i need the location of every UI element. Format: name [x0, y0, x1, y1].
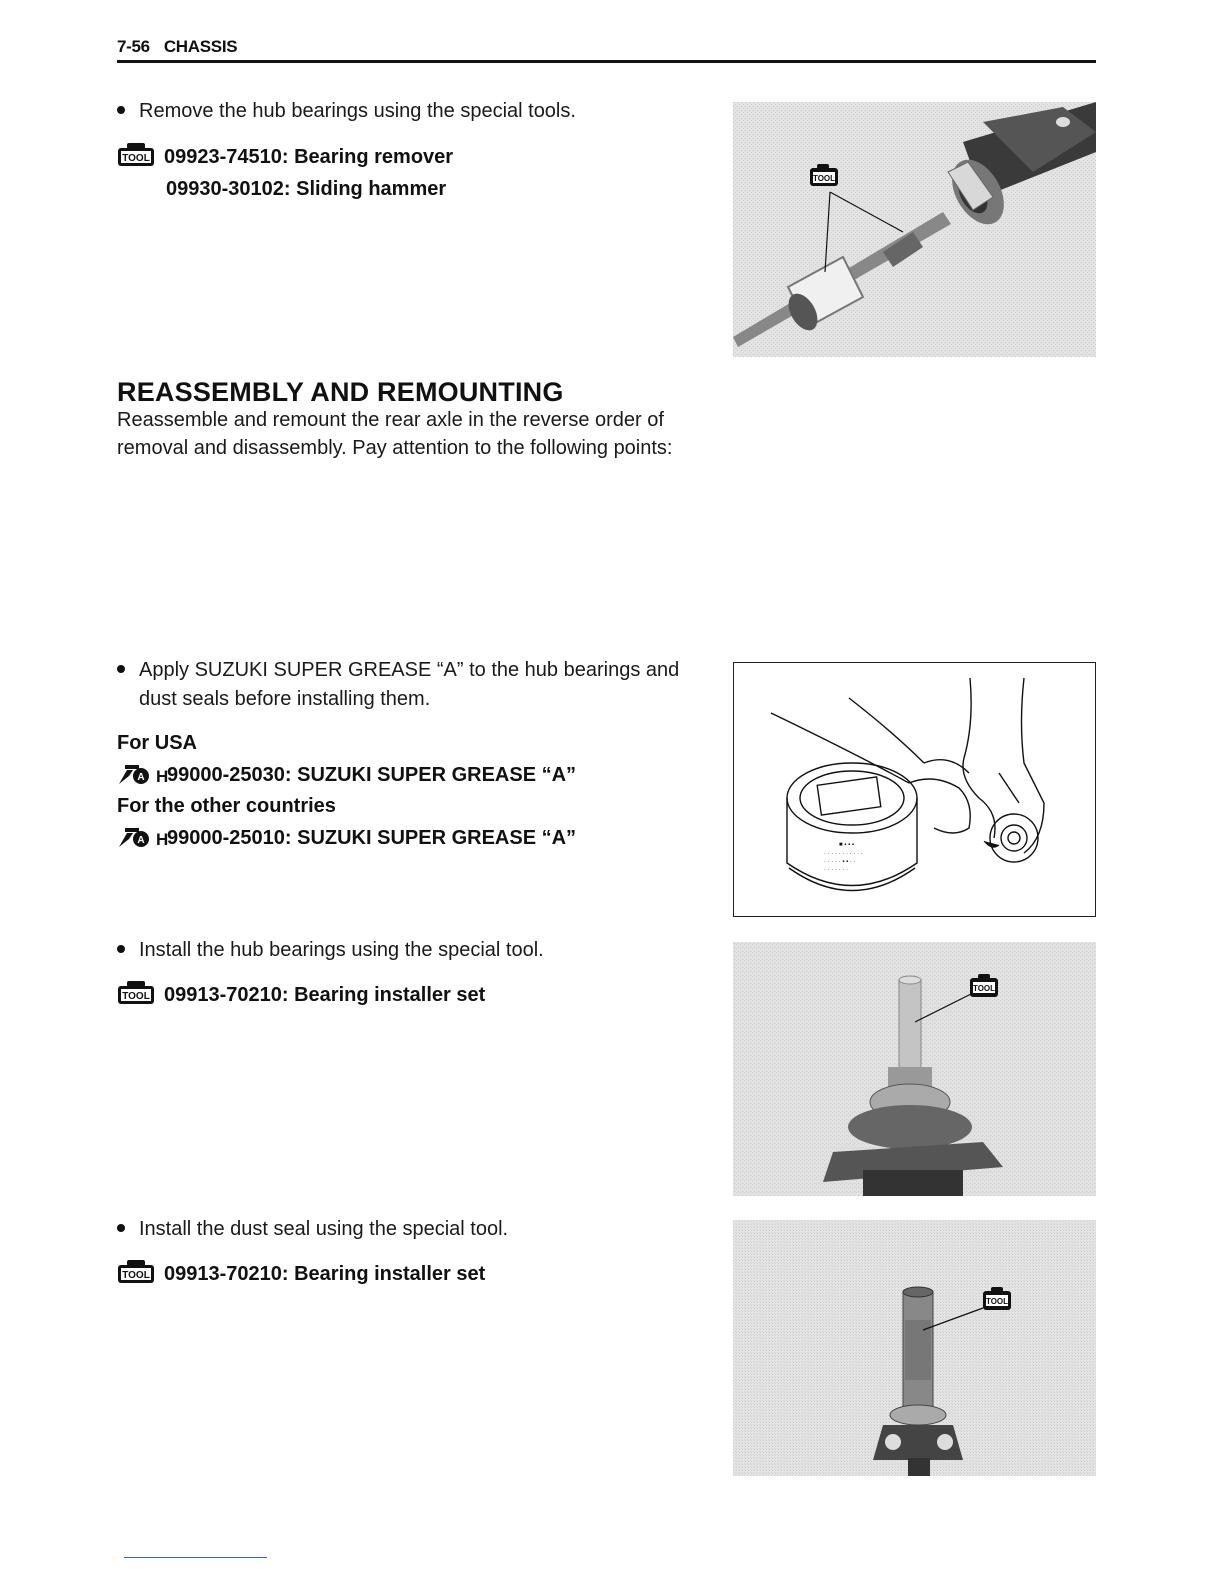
- tool-icon: [117, 1260, 155, 1284]
- svg-text:TOOL: TOOL: [812, 174, 836, 183]
- svg-text:■ ▪ ▪ ▪: ■ ▪ ▪ ▪: [839, 842, 855, 848]
- bullet-dot-icon: [117, 945, 125, 953]
- bullet-apply-grease: [117, 656, 679, 714]
- tool-line-sliding-hammer: [166, 173, 446, 205]
- svg-text:TOOL: TOOL: [122, 153, 150, 164]
- svg-text:H: H: [156, 830, 169, 849]
- bullet-apply-grease-line2: dust seals before installing them.: [139, 688, 431, 710]
- photo-bearing-remover: [733, 102, 1096, 357]
- tool-icon: [117, 143, 155, 167]
- bullet-dot-icon: [117, 1224, 125, 1232]
- svg-text:A: A: [137, 772, 145, 783]
- grease-icon: [117, 762, 167, 786]
- section-heading-reassembly: REASSEMBLY AND REMOUNTING: [117, 377, 564, 407]
- bullet-install-bearings: Install the hub bearings using the special tool.: [117, 936, 544, 965]
- photo-install-dust-seal: [733, 1220, 1096, 1476]
- tool-bearing-installer-set: 09913-70210: Bearing installer set: [164, 984, 486, 1006]
- bullet-install-dust-seal: Install the dust seal using the special tool.: [117, 1215, 508, 1244]
- svg-text:TOOL: TOOL: [122, 1270, 150, 1281]
- grease-line-other: [117, 822, 576, 854]
- svg-text:TOOL: TOOL: [972, 984, 996, 993]
- svg-text:TOOL: TOOL: [122, 991, 150, 1002]
- tool-line-bearing-remover: [117, 141, 453, 173]
- svg-text:· · · · · · ·: · · · · · · ·: [824, 867, 848, 873]
- grease-icon: [117, 825, 167, 849]
- photo-install-bearings: [733, 942, 1096, 1196]
- header-rule: [117, 60, 1096, 63]
- grease-line-usa: [117, 759, 576, 791]
- tool-line-installer-2: [117, 1258, 485, 1290]
- tool-sliding-hammer: 09930-30102: Sliding hammer: [166, 178, 447, 200]
- page-header: [117, 37, 237, 57]
- grease-item-usa: 99000-25030: SUZUKI SUPER GREASE “A”: [167, 764, 577, 786]
- footer-rule: [124, 1557, 267, 1558]
- grease-item-other: 99000-25010: SUZUKI SUPER GREASE “A”: [167, 827, 577, 849]
- svg-text:· · · · · ▪ ▪ · ·: · · · · · ▪ ▪ · ·: [824, 859, 856, 865]
- page-number: 7-56: [117, 37, 150, 56]
- reassembly-paragraph-line1: Reassemble and remount the rear axle in the reverse order of: [117, 409, 664, 431]
- label-for-usa: For USA: [117, 732, 197, 754]
- tool-icon: [117, 981, 155, 1005]
- svg-text:H: H: [156, 767, 169, 786]
- bullet-dot-icon: [117, 665, 125, 673]
- label-other-countries: For the other countries: [117, 795, 336, 817]
- tool-bearing-remover: 09923-74510: Bearing remover: [164, 146, 454, 168]
- section-title: CHASSIS: [163, 37, 238, 56]
- tool-line-installer-1: [117, 979, 485, 1011]
- tool-bearing-installer-set-2: 09913-70210: Bearing installer set: [164, 1263, 486, 1285]
- bullet-apply-grease-line1: Apply SUZUKI SUPER GREASE “A” to the hub bearings and: [139, 659, 680, 681]
- bullet-remove-bearings: Remove the hub bearings using the special tools.: [117, 97, 576, 126]
- bullet-dot-icon: [117, 106, 125, 114]
- reassembly-paragraph-line2: removal and disassembly. Pay attention to the following points:: [117, 437, 673, 459]
- svg-text:TOOL: TOOL: [985, 1297, 1009, 1306]
- illustration-grease-application: [733, 662, 1096, 917]
- reassembly-paragraph: [117, 406, 673, 462]
- svg-text:A: A: [137, 835, 145, 846]
- svg-text:· · · · · · · · · · ·: · · · · · · · · · · ·: [824, 851, 863, 857]
